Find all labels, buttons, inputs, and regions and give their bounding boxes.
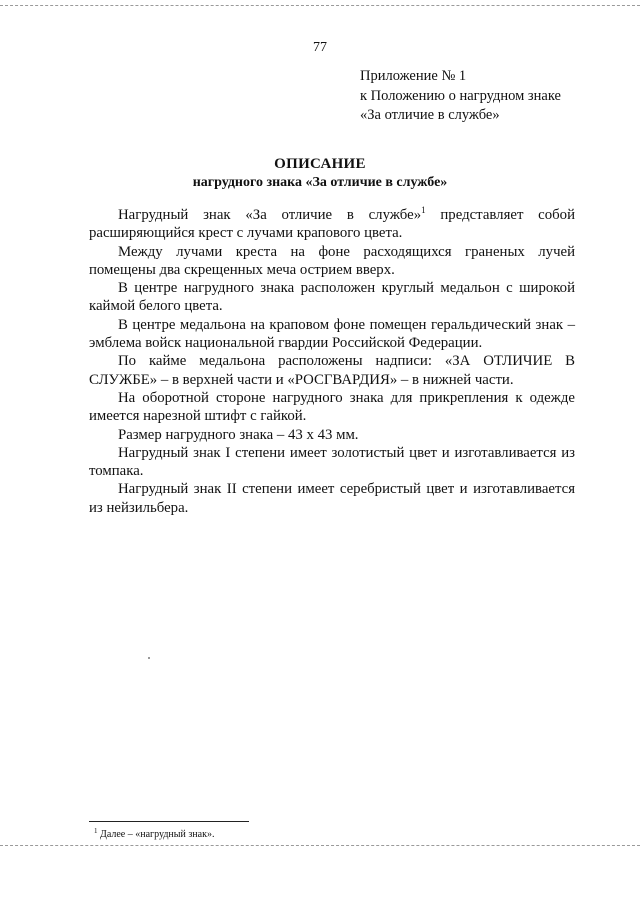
document-title: ОПИСАНИЕ (274, 156, 366, 172)
paragraph-text: Нагрудный знак «За отличие в службе» (118, 207, 422, 223)
footnote (94, 829, 214, 840)
footnote-reference: 1 (421, 205, 426, 215)
appendix-line: к Положению о нагрудном знаке (360, 87, 561, 104)
paragraph: В центре медальона на краповом фоне помещен геральдический знак – эмблема войск национальной гвардии Российской Федерации. (89, 316, 575, 352)
paragraph (89, 206, 575, 243)
paragraph: Нагрудный знак I степени имеет золотистый цвет и изготавливается из томпака. (89, 444, 575, 480)
footnote-divider (89, 821, 249, 822)
paragraph-text: представляет собой расширяющийся крест с лучами крапового цвета. (89, 207, 575, 242)
paragraph: По кайме медальона расположены надписи: «ЗА ОТЛИЧИЕ В СЛУЖБЕ» – в верхней части и «РОСГВАРДИЯ» – в нижней части. (89, 353, 575, 388)
scan-edge-bottom (0, 845, 640, 846)
footnote-text: Далее – «нагрудный знак». (97, 829, 215, 840)
appendix-header (360, 67, 561, 126)
footnote-marker: 1 (94, 827, 98, 835)
paragraph: В центре нагрудного знака расположен круглый медальон с широкой каймой белого цвета. (89, 280, 575, 315)
document-body (89, 206, 575, 517)
paragraph: На оборотной стороне нагрудного знака для прикрепления к одежде имеется нарезной штифт с гайкой. (89, 389, 575, 425)
paragraph: Между лучами креста на фоне расходящихся граненых лучей помещены два скрещенных меча острием вверх. (89, 243, 575, 278)
appendix-line: Приложение № 1 (360, 68, 467, 84)
page-number: 77 (313, 40, 327, 55)
document-subtitle: нагрудного знака «За отличие в службе» (192, 175, 448, 190)
paragraph: Нагрудный знак II степени имеет серебристый цвет и изготавливается из нейзильбера. (89, 481, 575, 516)
appendix-line: «За отличие в службе» (360, 107, 500, 123)
paragraph: Размер нагрудного знака – 43 х 43 мм. (118, 426, 359, 443)
scan-speck (148, 657, 150, 659)
scan-edge-top (0, 5, 640, 6)
